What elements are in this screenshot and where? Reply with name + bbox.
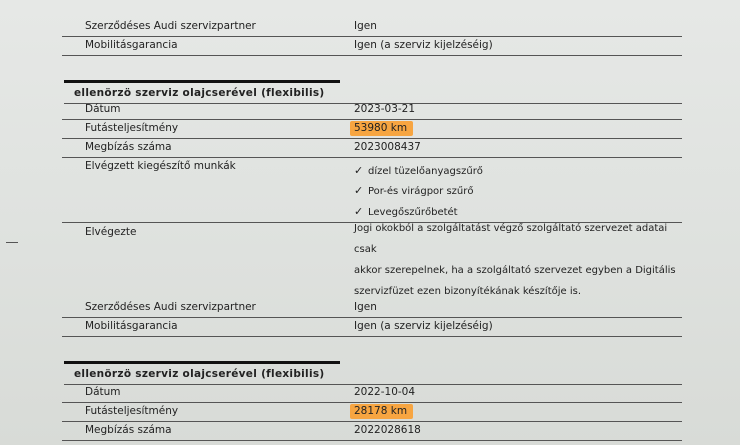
mobility-value: Igen (a szerviz kijelzéséig) [354,320,493,332]
section-title-text: ellenörzö szerviz olajcserével (flexibilis) [74,368,325,380]
order-value: 2022028618 [354,424,421,436]
partner-value: Igen [354,20,377,32]
mileage-row [62,402,682,422]
mobility-row [62,36,682,56]
check-icon: ✓ [354,205,364,218]
performed-by-label: Elvégezte [85,226,137,238]
order-label: Megbízás száma [85,424,172,436]
extra-item-text: Levegőszűrőbetét [368,207,458,218]
mileage-label: Futásteljesítmény [85,122,179,134]
partner-row [62,17,682,37]
mileage-value-highlighted: 28178 km [350,404,413,419]
section-title [64,361,340,385]
partner-row [62,298,682,318]
check-icon: ✓ [354,184,364,197]
extra-item [354,205,458,218]
date-label: Dátum [85,103,121,115]
mileage-row [62,119,682,139]
order-row [62,421,682,441]
mobility-label: Mobilitásgarancia [85,320,178,332]
mileage-value-highlighted: 53980 km [350,121,413,136]
performed-by-text [354,218,684,302]
section-title-text: ellenörzö szerviz olajcserével (flexibilis) [74,87,325,99]
extra-work-label: Elvégzett kiegészítő munkák [85,160,236,172]
date-value: 2022-10-04 [354,386,416,398]
extra-item [354,164,483,177]
mobility-row [62,317,682,337]
extra-item-text: Por-és virágpor szűrő [368,186,474,197]
order-value: 2023008437 [354,141,421,153]
mileage-label: Futásteljesítmény [85,405,179,417]
date-row [62,100,682,120]
partner-label: Szerződéses Audi szervizpartner [85,301,256,313]
partner-value: Igen [354,301,377,313]
partner-label: Szerződéses Audi szervizpartner [85,20,256,32]
mobility-value: Igen (a szerviz kijelzéséig) [354,39,493,51]
order-row [62,138,682,158]
date-value: 2023-03-21 [354,103,416,115]
mobility-label: Mobilitásgarancia [85,39,178,51]
extra-item-text: dízel tüzelőanyagszűrő [368,166,483,177]
text-line: akkor szerepelnek, ha a szolgáltató szervezet egyben a Digitális [354,265,676,276]
text-line: Jogi okokból a szolgáltatást végző szolgáltató szervezet adatai csak [354,223,668,255]
date-row [62,383,682,403]
text-line: szervizfüzet ezen bizonyítékának készítője is. [354,286,582,297]
extra-item [354,184,473,197]
order-label: Megbízás száma [85,141,172,153]
margin-mark [6,242,18,243]
check-icon: ✓ [354,164,364,177]
date-label: Dátum [85,386,121,398]
